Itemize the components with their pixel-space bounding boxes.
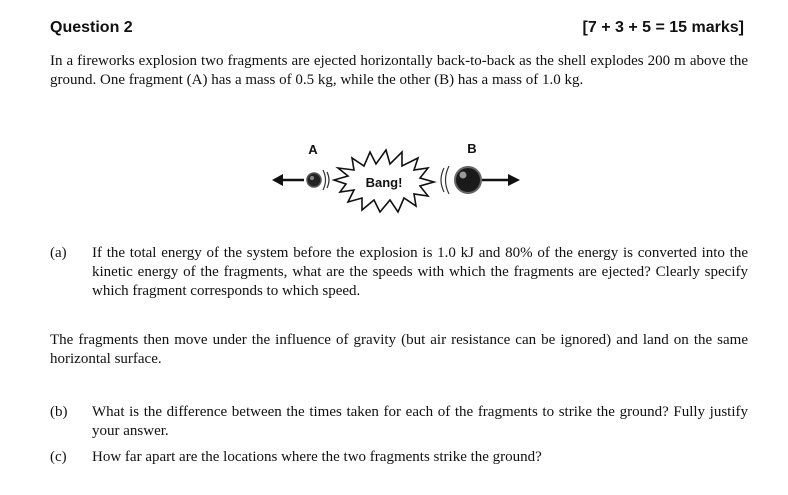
part-b [50,403,748,443]
question-title: Question 2 [50,19,133,36]
fragment-b-ball [455,167,481,193]
fragment-a-velocity-arrow [272,174,304,186]
explosion-illustration [268,140,528,220]
fragment-a-ball [307,173,321,187]
part-b-text: What is the difference between the times taken for each of the fragments to strike the ground? Fully justify your answer. [92,404,748,439]
part-a-text: If the total energy of the system before the explosion is 1.0 kJ and 80% of the energy is converted into the kinetic energy of the fragments, what are the speeds with which the fragments are ejected? Clearly specify which fragment corresponds to which speed. [92,245,748,299]
fragment-b-velocity-arrow [482,174,520,186]
part-c-text: How far apart are the locations where the two fragments strike the ground? [92,449,542,465]
part-b-label: (b) [50,404,68,420]
explosion-diagram [268,140,528,220]
part-c [50,448,748,468]
intro-paragraph: In a fireworks explosion two fragments are ejected horizontally back-to-back as the shell explodes 200 m above the ground. One fragment (A) has a mass of 0.5 kg, while the other (B) has a mass of 1.0 kg. [50,53,748,88]
part-a [50,244,748,304]
bang-label: Bang! [365,175,403,190]
middle-paragraph: The fragments then move under the influence of gravity (but air resistance can be ignored) and land on the same horizontal surface. [50,332,748,367]
question-header [50,19,744,37]
fragment-b-label: B [467,141,477,156]
part-a-label: (a) [50,245,67,261]
part-c-label: (c) [50,449,67,465]
marks-allocation: [7 + 3 + 5 = 15 marks] [582,19,744,36]
fragment-a-label: A [308,142,318,157]
